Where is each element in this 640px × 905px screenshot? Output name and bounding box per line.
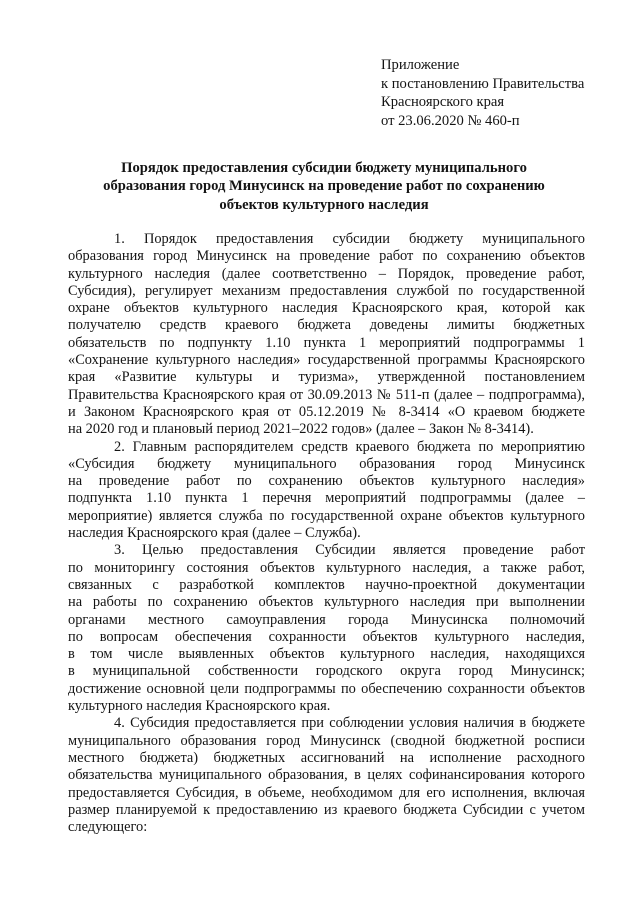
document-title: [92, 159, 556, 214]
paragraph-line: охране объектов культурного наследия Красноярского края, которой как: [68, 300, 585, 317]
title-line: Порядок предоставления субсидии бюджету муниципального: [121, 160, 527, 176]
paragraph-line: муниципального образования город Минусинск (сводной бюджетной росписи: [68, 732, 585, 749]
paragraph-line: культурного наследия Красноярского края.: [68, 698, 331, 715]
paragraph-line: следующего:: [68, 819, 148, 836]
paragraph-line: образования город Минусинск на проведение работ по сохранению объектов: [68, 248, 585, 265]
paragraph-line: Правительства Красноярского края от 30.09.2013 № 511-п (далее – подпрограмма),: [68, 386, 585, 403]
paragraph-line: 4. Субсидия предоставляется при соблюдении условия наличия в бюджете: [114, 715, 585, 732]
paragraph-line: 3. Целью предоставления Субсидии является проведение работ: [114, 542, 585, 559]
paragraph-line: на работы по сохранению объектов культурного наследия при выполнении: [68, 594, 585, 611]
paragraph-line: в том числе выявленных объектов культурного наследия, находящихся: [68, 646, 585, 663]
paragraph-line: получателю средств краевого бюджета доведены лимиты бюджетных: [68, 317, 585, 334]
paragraph-line: местного бюджета) бюджетных ассигнований на исполнение расходного: [68, 749, 585, 766]
appendix-line: Приложение: [381, 57, 460, 73]
appendix-line: от 23.06.2020 № 460-п: [381, 112, 520, 129]
paragraph-line: предоставляется Субсидия, в объеме, необходимом для его исполнения, включая: [68, 784, 585, 801]
title-line: объектов культурного наследия: [219, 196, 429, 213]
paragraph-line: размер планируемой к предоставлению из краевого бюджета Субсидии с учетом: [68, 801, 585, 818]
paragraph: [68, 231, 585, 439]
paragraph-line: подпункта 1.10 пункта 1 перечня мероприятий подпрограммы (далее –: [68, 490, 585, 507]
paragraph: [68, 715, 585, 836]
title-line: образования город Минусинск на проведение работ по сохранению: [103, 178, 545, 195]
paragraph-line: обязательства муниципального образования, в целях софинансирования которого: [68, 767, 585, 784]
paragraph: [68, 439, 585, 543]
paragraph-line: достижение основной цели подпрограммы по обеспечению сохранности объектов: [68, 680, 585, 697]
paragraph-line: связанных с разработкой комплектов научно-проектной документации: [68, 576, 585, 593]
paragraph-line: 2. Главным распорядителем средств краевого бюджета по мероприятию: [114, 438, 585, 455]
paragraph: [68, 542, 585, 715]
document-body: [68, 231, 585, 836]
paragraph-line: по вопросам обеспечения сохранности объектов культурного наследия,: [68, 628, 585, 645]
paragraph-line: в муниципальной собственности городского округа город Минусинск;: [68, 663, 585, 680]
appendix-block: [381, 56, 584, 130]
paragraph-line: края «Развитие культуры и туризма», утвержденной постановлением: [68, 369, 585, 386]
paragraph-line: 1. Порядок предоставления субсидии бюджету муниципального: [114, 231, 585, 247]
paragraph-line: мероприятие) является служба по государственной охране объектов культурного: [68, 507, 585, 524]
paragraph-line: на проведение работ по сохранению объектов культурного наследия»: [68, 473, 585, 490]
paragraph-line: «Субсидия бюджету муниципального образования город Минусинск: [68, 455, 585, 472]
paragraph-line: Субсидия), регулирует механизм предоставления службой по государственной: [68, 282, 585, 299]
appendix-line: Красноярского края: [381, 94, 505, 111]
paragraph-line: «Сохранение культурного наследия» государственной программы Красноярского: [68, 352, 585, 369]
paragraph-line: обязательств по подпункту 1.10 пункта 1 мероприятий подпрограммы 1: [68, 334, 585, 351]
paragraph-line: наследия Красноярского края (далее – Служба).: [68, 525, 361, 542]
paragraph-line: и Законом Красноярского края от 05.12.2019 № 8-3414 «О краевом бюджете: [68, 403, 585, 420]
paragraph-line: органами местного самоуправления города Минусинска полномочий: [68, 611, 585, 628]
paragraph-line: культурного наследия (далее соответственно – Порядок, проведение работ,: [68, 265, 585, 282]
appendix-line: к постановлению Правительства: [381, 75, 585, 92]
paragraph-line: по мониторингу состояния объектов культурного наследия, а также работ,: [68, 559, 585, 576]
paragraph-line: на 2020 год и плановый период 2021–2022 годов» (далее – Закон № 8-3414).: [68, 421, 534, 438]
